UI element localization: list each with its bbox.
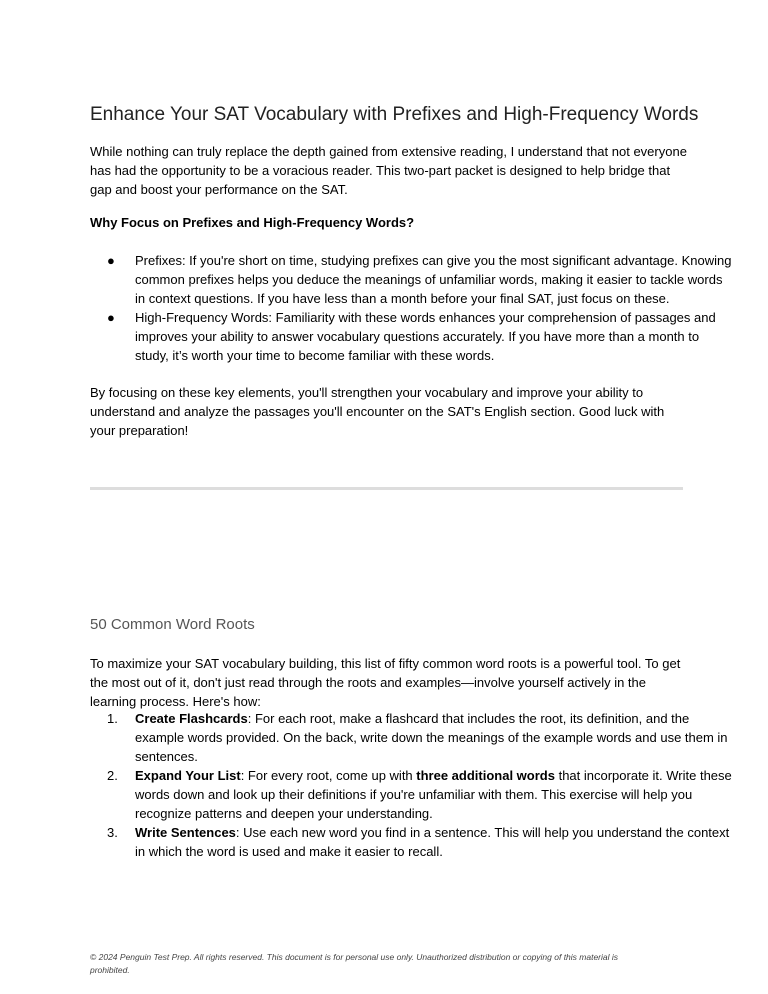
copyright-footer: © 2024 Penguin Test Prep. All rights reserved. This document is for personal use only. Unauthorized distribution or copying of this material is prohibited. xyxy=(90,952,619,975)
step-title: Write Sentences xyxy=(135,825,236,840)
list-item xyxy=(107,709,735,766)
step-emphasis: three additional words xyxy=(416,768,555,783)
document-title: Enhance Your SAT Vocabulary with Prefixes and High-Frequency Words xyxy=(90,104,699,125)
steps-list xyxy=(90,709,735,861)
bullet-icon: ● xyxy=(107,253,115,268)
list-item xyxy=(107,308,735,365)
bullet-text: High-Frequency Words: Familiarity with these words enhances your comprehension of passages and improves your ability to answer vocabulary questions accurately. If you have more than a month to study, it’s worth your time to become familiar with these words. xyxy=(135,310,716,363)
roots-intro-paragraph: To maximize your SAT vocabulary building, this list of fifty common word roots is a powerful tool. To get the most out of it, don't just read through the roots and examples—involve yourself actively in the learning process. Here's how: xyxy=(90,656,681,709)
roots-heading: 50 Common Word Roots xyxy=(90,616,255,633)
bullet-list xyxy=(90,251,735,365)
step-number: 1. xyxy=(107,711,118,726)
step-text: that incorporate it. Write these words down and look up their definitions if you're unfamiliar with them. This exercise will help you recognize patterns and deepen your understanding. xyxy=(135,768,732,821)
step-text: : For every root, come up with xyxy=(240,768,417,783)
bullet-icon: ● xyxy=(107,310,115,325)
why-heading: Why Focus on Prefixes and High-Frequency Words? xyxy=(90,215,415,230)
step-text: : For each root, make a flashcard that includes the root, its definition, and the example words provided. On the back, write down the meanings of the example words and use them in sentences. xyxy=(135,711,728,764)
section-divider xyxy=(90,487,683,490)
list-item xyxy=(107,766,735,823)
step-number: 2. xyxy=(107,768,118,783)
step-title: Create Flashcards xyxy=(135,711,248,726)
list-item xyxy=(107,251,735,308)
list-item xyxy=(107,823,735,861)
bullet-text: Prefixes: If you're short on time, studying prefixes can give you the most significant advantage. Knowing common prefixes helps you deduce the meanings of unfamiliar words, making it easier to tackle words in context questions. If you have less than a month before your final SAT, just focus on these. xyxy=(135,253,732,306)
step-number: 3. xyxy=(107,825,118,840)
closing-paragraph: By focusing on these key elements, you'll strengthen your vocabulary and improve your ability to understand and analyze the passages you'll encounter on the SAT's English section. Good luck with your preparation! xyxy=(90,385,665,438)
step-text: : Use each new word you find in a sentence. This will help you understand the context in which the word is used and make it easier to recall. xyxy=(135,825,730,859)
step-title: Expand Your List xyxy=(135,768,241,783)
intro-paragraph: While nothing can truly replace the depth gained from extensive reading, I understand that not everyone has had the opportunity to be a voracious reader. This two-part packet is designed to help bridge that gap and boost your performance on the SAT. xyxy=(90,144,687,197)
